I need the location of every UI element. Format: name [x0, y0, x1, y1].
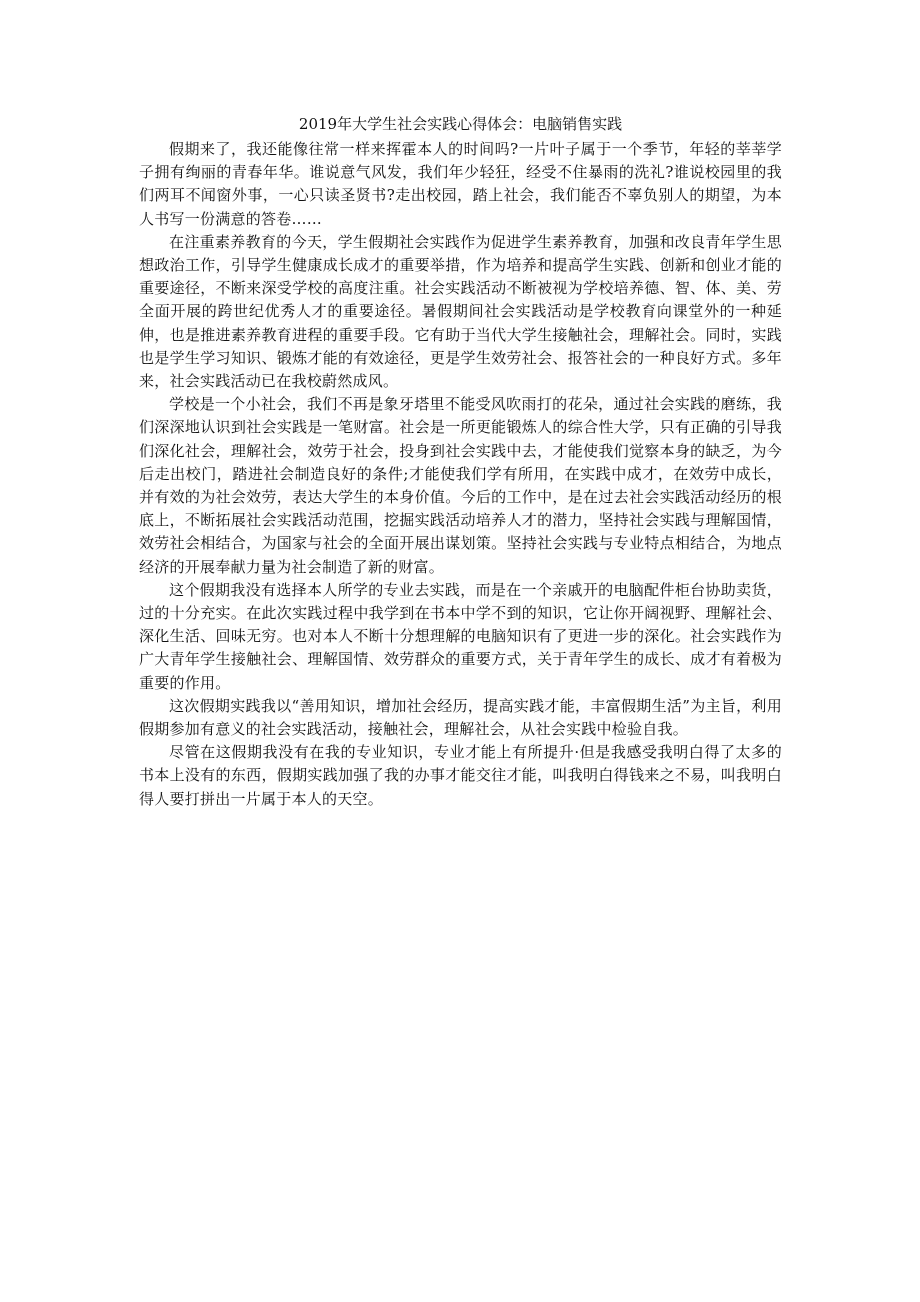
- document-title: 2019年大学生社会实践心得体会：电脑销售实践: [298, 115, 623, 133]
- paragraph-2: 在注重素养教育的今天，学生假期社会实践作为促进学生素养教育，加强和改良青年学生思想政治工作，引导学生健康成长成才的重要举措，作为培养和提高学生实践、创新和创业才能的重要途径，不断来深受学校的高度注重。社会实践活动不断被视为学校培养德、智、体、美、劳全面开展的跨世纪优秀人才的重要途径。暑假期间社会实践活动是学校教育向课堂外的一种延伸，也是推进素养教育进程的重要手段。它有助于当代大学生接触社会，理解社会。同时，实践也是学生学习知识、锻炼才能的有效途径，更是学生效劳社会、报答社会的一种良好方式。多年来，社会实践活动已在我校蔚然成风。: [139, 232, 782, 391]
- paragraph-6: 尽管在这假期我没有在我的专业知识，专业才能上有所提升·但是我感受我明白得了太多的书本上没有的东西，假期实践加强了我的办事才能交往才能，叫我明白得钱来之不易，叫我明白得人要打拼出一片属于本人的天空。: [139, 743, 782, 808]
- paragraph-1: 假期来了，我还能像往常一样来挥霍本人的时间吗?一片叶子属于一个季节，年轻的莘莘学子拥有绚丽的青春年华。谁说意气风发，我们年少轻狂，经受不住暴雨的洗礼?谁说校园里的我们两耳不闻窗外事，一心只读圣贤书?走出校园，踏上社会，我们能否不辜负别人的期望，为本人书写一份满意的答卷……: [139, 140, 782, 228]
- document-page: [139, 112, 782, 811]
- paragraph-4: 这个假期我没有选择本人所学的专业去实践，而是在一个亲戚开的电脑配件柜台协助卖货，过的十分充实。在此次实践过程中我学到在书本中学不到的知识，它让你开阔视野、理解社会、深化生活、回味无穷。也对本人不断十分想理解的电脑知识有了更进一步的深化。社会实践作为广大青年学生接触社会、理解国情、效劳群众的重要方式，关于青年学生的成长、成才有着极为重要的作用。: [139, 580, 782, 692]
- paragraph-5: 这次假期实践我以“善用知识，增加社会经历，提高实践才能，丰富假期生活”为主旨，利用假期参加有意义的社会实践活动，接触社会，理解社会，从社会实践中检验自我。: [139, 696, 782, 739]
- paragraph-3: 学校是一个小社会，我们不再是象牙塔里不能受风吹雨打的花朵，通过社会实践的磨练，我们深深地认识到社会实践是一笔财富。社会是一所更能锻炼人的综合性大学，只有正确的引导我们深化社会，理解社会，效劳于社会，投身到社会实践中去，才能使我们觉察本身的缺乏，为今后走出校门，踏进社会制造良好的条件;才能使我们学有所用，在实践中成才，在效劳中成长，并有效的为社会效劳，表达大学生的本身价值。今后的工作中，是在过去社会实践活动经历的根底上，不断拓展社会实践活动范围，挖掘实践活动培养人才的潜力，坚持社会实践与理解国情，效劳社会相结合，为国家与社会的全面开展出谋划策。坚持社会实践与专业特点相结合，为地点经济的开展奉献力量为社会制造了新的财富。: [139, 395, 782, 576]
